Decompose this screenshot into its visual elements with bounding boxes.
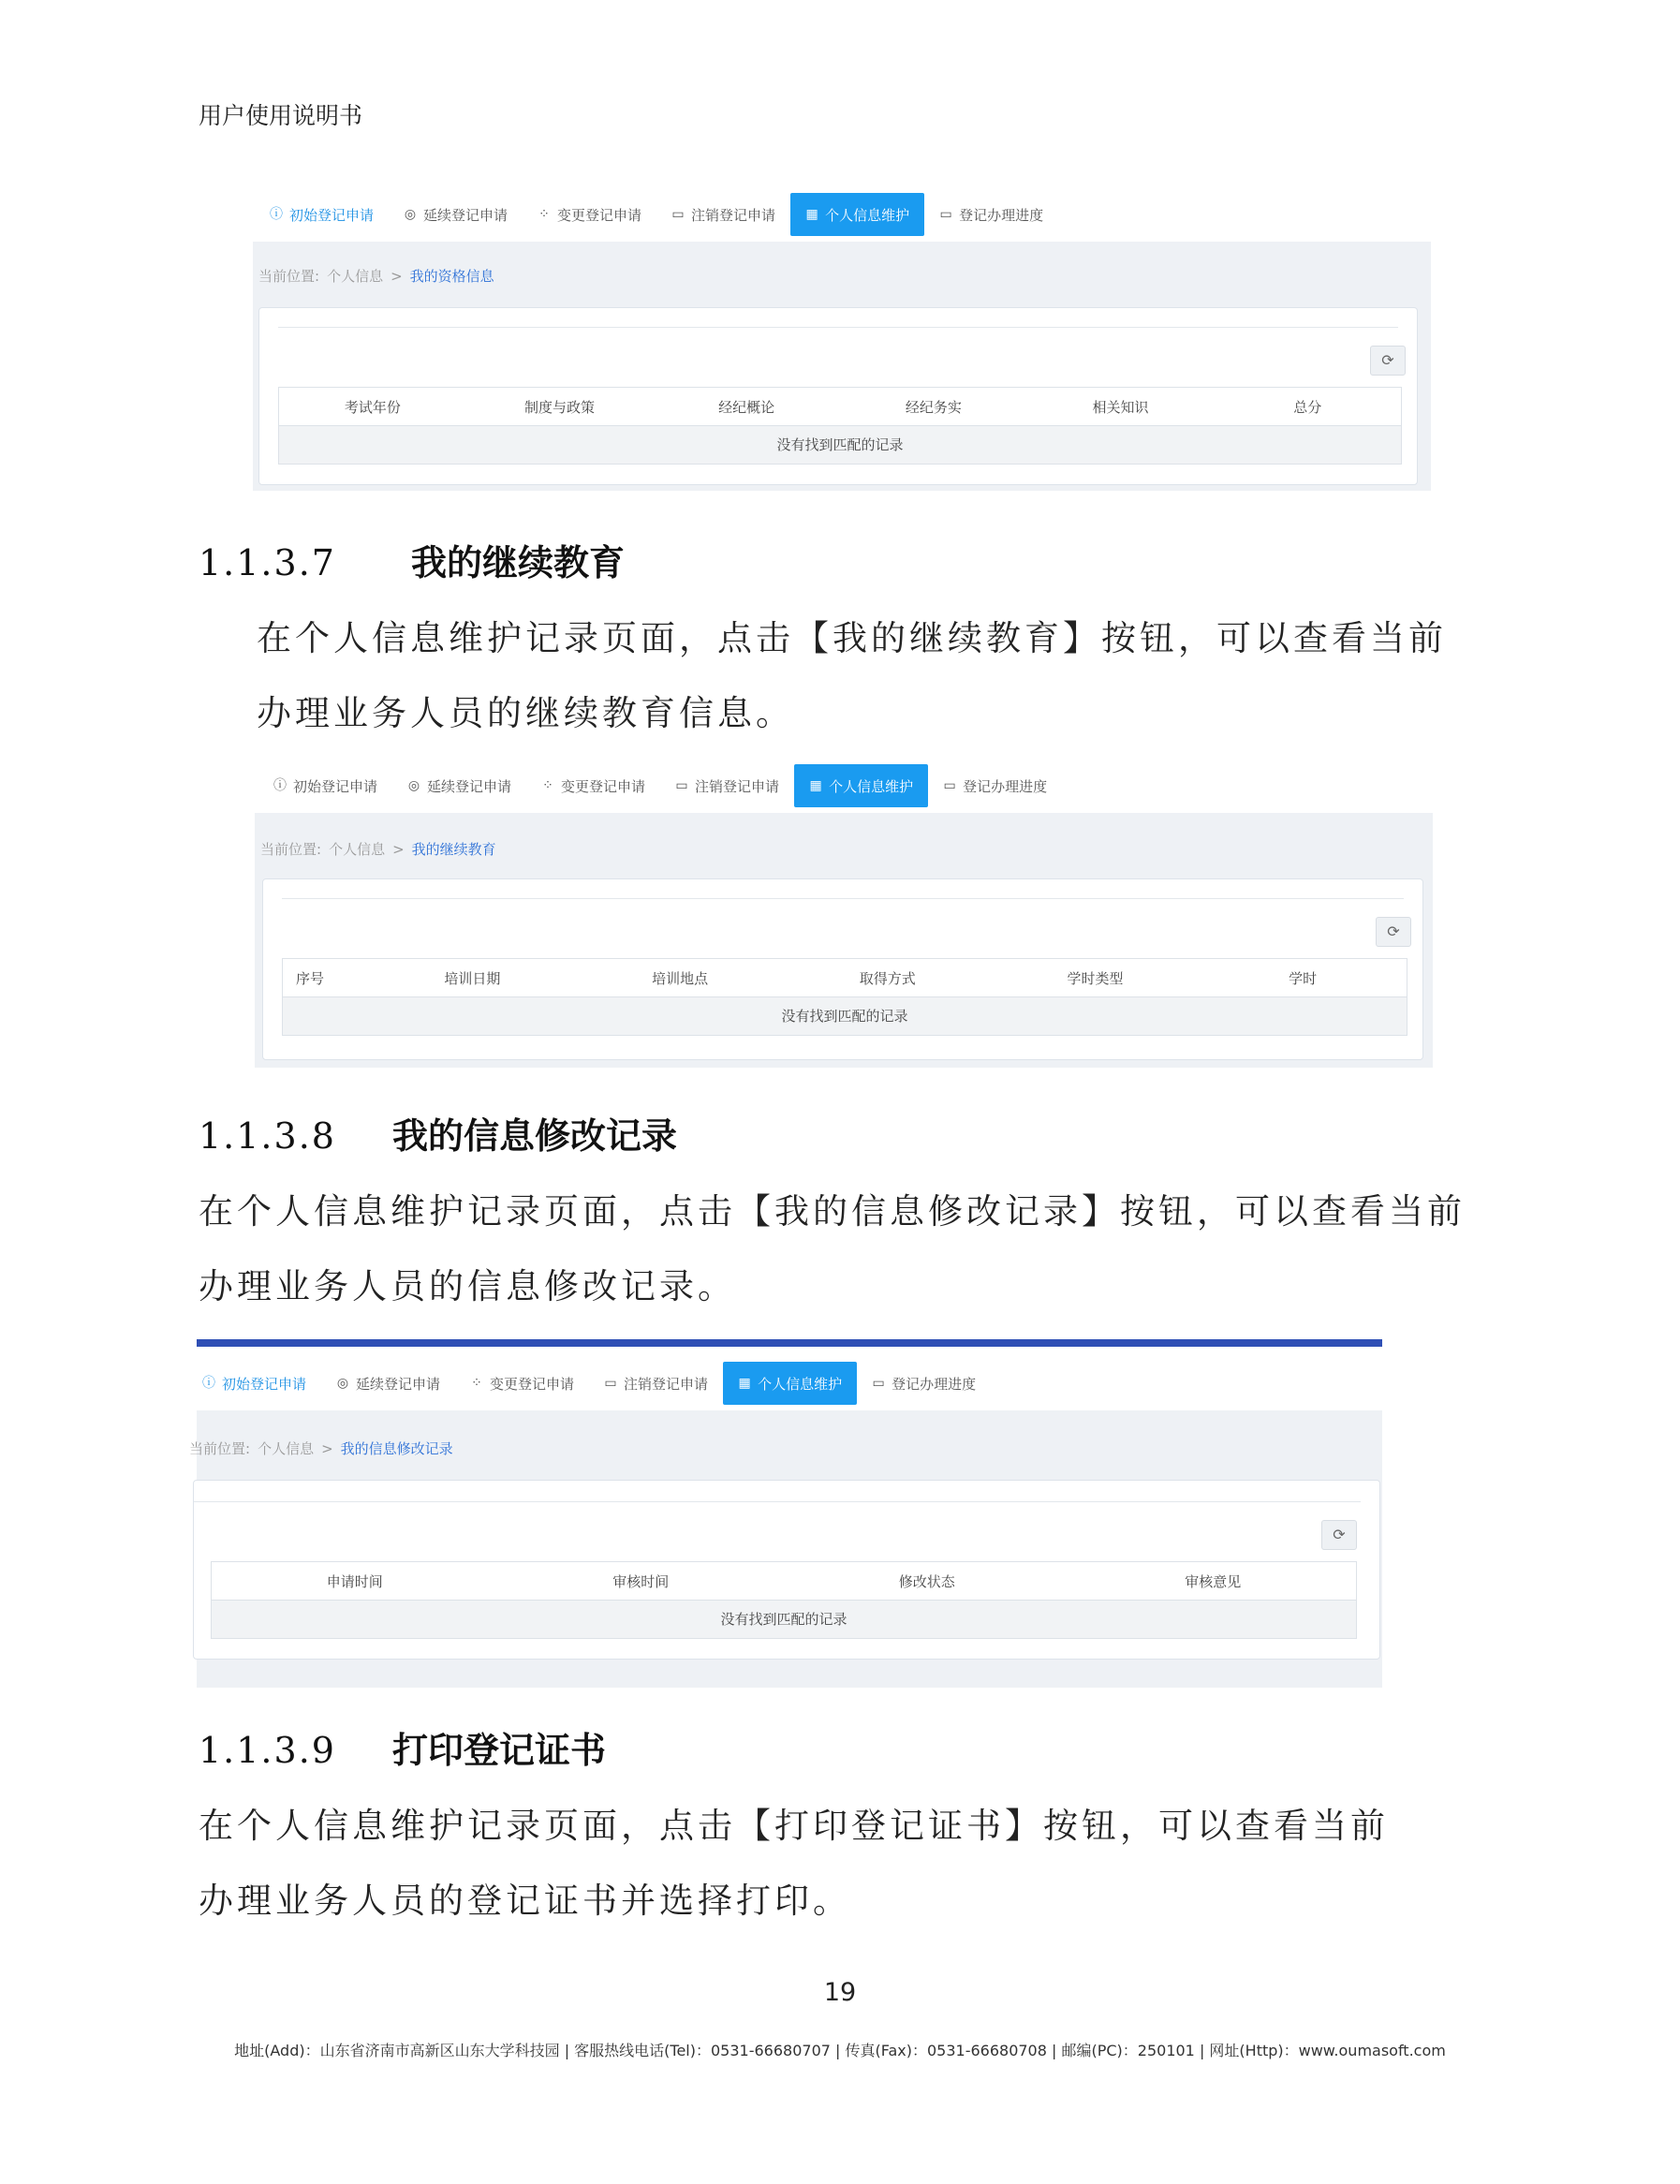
breadcrumb-current[interactable]: 我的信息修改记录 xyxy=(340,1440,453,1457)
data-table xyxy=(282,958,1407,1036)
content-area xyxy=(255,813,1433,1068)
section-1139-line-2: 办理业务人员的登记证书并选择打印。 xyxy=(199,1881,851,1921)
breadcrumb-section[interactable]: 个人信息 xyxy=(258,1440,315,1457)
grid-icon: ▦ xyxy=(805,207,818,222)
nav-renewal-registration[interactable]: ◎ 延续登记申请 xyxy=(336,1375,441,1393)
section-1137-line-1: 在个人信息维护记录页面，点击【我的继续教育】按钮，可以查看当前 xyxy=(257,618,1447,658)
breadcrumb-section[interactable]: 个人信息 xyxy=(329,841,386,858)
section-heading-1138: 1.1.3.8 我的信息修改记录 xyxy=(199,1114,677,1157)
book-icon: ▭ xyxy=(939,207,952,222)
page-footer: 地址(Add)：山东省济南市高新区山东大学科技园 | 客服热线电话(Tel)：0531-66680707 | 传真(Fax)：0531-66680708 | 邮编(PC)：250101 | 网址(Http)：www.oumasoft.com xyxy=(234,2042,1446,2059)
target-icon: ◎ xyxy=(407,778,420,793)
breadcrumb: 当前位置: 个人信息 > 我的继续教育 xyxy=(260,840,496,858)
breadcrumb: 当前位置: 个人信息 > 我的资格信息 xyxy=(258,267,494,285)
target-icon: ◎ xyxy=(404,207,417,222)
refresh-icon[interactable]: ⟳ xyxy=(1376,917,1411,947)
book-icon: ▭ xyxy=(943,778,956,793)
section-1137-line-2: 办理业务人员的继续教育信息。 xyxy=(257,693,794,733)
refresh-icon[interactable]: ⟳ xyxy=(1370,346,1406,376)
target-icon: ◎ xyxy=(336,1376,349,1391)
empty-row: 没有找到匹配的记录 xyxy=(283,997,1407,1035)
section-1138-line-1: 在个人信息维护记录页面，点击【我的信息修改记录】按钮，可以查看当前 xyxy=(199,1191,1466,1232)
content-card xyxy=(193,1480,1380,1660)
info-circle-icon: ⓘ xyxy=(270,207,283,222)
nav-renewal-registration[interactable]: ◎ 延续登记申请 xyxy=(407,777,512,795)
empty-row: 没有找到匹配的记录 xyxy=(212,1601,1356,1638)
dots-icon: ⁘ xyxy=(542,778,553,793)
grid-icon: ▦ xyxy=(809,778,822,793)
nav-change-registration[interactable]: ⁘ 变更登记申请 xyxy=(538,206,642,224)
top-bar xyxy=(197,1339,1382,1347)
nav-bar xyxy=(255,191,1431,238)
table-header: 申请时间 审核时间 修改状态 审核意见 xyxy=(212,1562,1356,1601)
section-1138-line-2: 办理业务人员的信息修改记录。 xyxy=(199,1266,736,1306)
grid-icon: ▦ xyxy=(738,1376,751,1391)
nav-change-registration[interactable]: ⁘ 变更登记申请 xyxy=(542,777,646,795)
breadcrumb-current[interactable]: 我的继续教育 xyxy=(411,841,496,858)
dots-icon: ⁘ xyxy=(538,207,550,222)
nav-progress[interactable]: ▭ 登记办理进度 xyxy=(872,1375,977,1393)
nav-cancel-registration[interactable]: ▭ 注销登记申请 xyxy=(675,777,780,795)
screenshot-qualification-info xyxy=(253,187,1431,491)
nav-bar xyxy=(187,1360,1382,1407)
nav-progress[interactable]: ▭ 登记办理进度 xyxy=(943,777,1048,795)
table-header: 序号 培训日期 培训地点 取得方式 学时类型 学时 xyxy=(283,959,1407,997)
table-header: 考试年份 制度与政策 经纪概论 经纪务实 相关知识 总分 xyxy=(279,388,1401,426)
nav-initial-registration[interactable]: ⓘ 初始登记申请 xyxy=(273,777,378,795)
section-heading-1139: 1.1.3.9 打印登记证书 xyxy=(199,1729,606,1771)
nav-personal-info[interactable]: ▦ 个人信息维护 xyxy=(790,193,924,236)
nav-cancel-registration[interactable]: ▭ 注销登记申请 xyxy=(604,1375,709,1393)
nav-personal-info[interactable]: ▦ 个人信息维护 xyxy=(723,1362,857,1405)
breadcrumb-section[interactable]: 个人信息 xyxy=(327,268,384,285)
book-icon: ▭ xyxy=(872,1376,885,1391)
breadcrumb: 当前位置: 个人信息 > 我的信息修改记录 xyxy=(189,1439,453,1457)
nav-renewal-registration[interactable]: ◎ 延续登记申请 xyxy=(404,206,508,224)
screenshot-continuing-education xyxy=(255,759,1433,1068)
content-area xyxy=(253,242,1431,491)
nav-initial-registration[interactable]: ⓘ 初始登记申请 xyxy=(202,1375,307,1393)
document-header-title: 用户使用说明书 xyxy=(199,102,363,129)
refresh-icon[interactable]: ⟳ xyxy=(1321,1520,1357,1550)
data-table xyxy=(211,1561,1357,1639)
content-card xyxy=(262,878,1423,1060)
section-heading-1137: 1.1.3.7 我的继续教育 xyxy=(199,541,625,583)
nav-personal-info[interactable]: ▦ 个人信息维护 xyxy=(794,764,928,807)
content-area xyxy=(189,1410,1382,1688)
section-1139-line-1: 在个人信息维护记录页面，点击【打印登记证书】按钮，可以查看当前 xyxy=(199,1806,1389,1846)
nav-cancel-registration[interactable]: ▭ 注销登记申请 xyxy=(671,206,776,224)
nav-change-registration[interactable]: ⁘ 变更登记申请 xyxy=(471,1375,575,1393)
nav-progress[interactable]: ▭ 登记办理进度 xyxy=(939,206,1044,224)
data-table xyxy=(278,387,1402,465)
page-number: 19 xyxy=(823,1978,857,2007)
screenshot-info-change-records xyxy=(189,1339,1382,1688)
nav-bar xyxy=(258,762,1433,809)
empty-row: 没有找到匹配的记录 xyxy=(279,426,1401,464)
info-circle-icon: ⓘ xyxy=(273,778,287,793)
breadcrumb-current[interactable]: 我的资格信息 xyxy=(409,268,494,285)
content-card xyxy=(258,307,1418,485)
dots-icon: ⁘ xyxy=(471,1376,482,1391)
book-icon: ▭ xyxy=(675,778,688,793)
info-circle-icon: ⓘ xyxy=(202,1376,215,1391)
book-icon: ▭ xyxy=(604,1376,617,1391)
book-icon: ▭ xyxy=(671,207,685,222)
nav-initial-registration[interactable]: ⓘ 初始登记申请 xyxy=(270,206,375,224)
